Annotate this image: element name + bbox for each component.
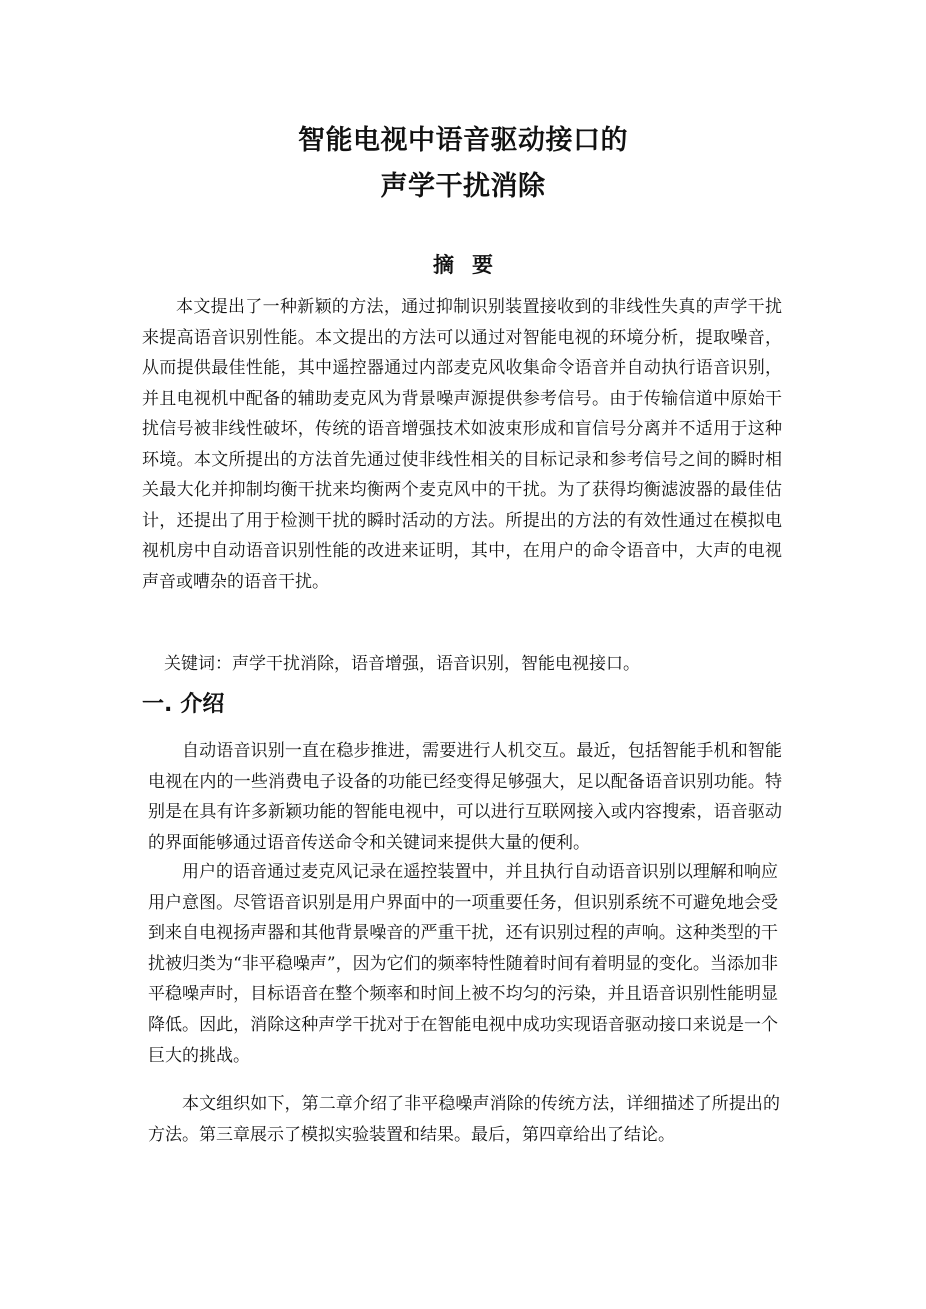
intro-paragraph-2: 用户的语音通过麦克风记录在遥控装置中，并且执行自动语音识别以理解和响应用户意图。尽管语音识别是用户界面中的一项重要任务，但识别系统不可避免地会受到来自电视扬声器和其他背景噪音的严重干扰，还有识别过程的声响。这种类型的干扰被归类为“非平稳噪声”，因为它们的频率特性随着时间有着明显的变化。当添加非平稳噪声时，目标语音在整个频率和时间上被不均匀的污染，并且语音识别性能明显降低。因此，消除这种声学干扰对于在智能电视中成功实现语音驱动接口来说是一个巨大的挑战。 xyxy=(148,862,778,1066)
intro-paragraph-3: 本文组织如下，第二章介绍了非平稳噪声消除的传统方法，详细描述了所提出的方法。第三章展示了模拟实验装置和结果。最后，第四章给出了结论。 xyxy=(148,1094,780,1145)
section-heading-introduction xyxy=(142,690,224,720)
section-title: 介绍 xyxy=(180,692,225,717)
keywords: 关键词：声学干扰消除，语音增强，语音识别，智能电视接口。 xyxy=(164,654,640,674)
abstract-body: 本文提出了一种新颖的方法，通过抑制识别装置接收到的非线性失真的声学干扰来提高语音识别性能。本文提出的方法可以通过对智能电视的环境分析，提取噪音，从而提供最佳性能，其中遥控器通过内部麦克风收集命令语音并自动执行语音识别，并且电视机中配备的辅助麦克风为背景噪声源提供参考信号。由于传输信道中原始干扰信号被非线性破坏，传统的语音增强技术如波束形成和盲信号分离并不适用于这种环境。本文所提出的方法首先通过使非线性相关的目标记录和参考信号之间的瞬时相关最大化并抑制均衡干扰来均衡两个麦克风中的干扰。为了获得均衡滤波器的最佳估计，还提出了用于检测干扰的瞬时活动的方法。所提出的方法的有效性通过在模拟电视机房中自动语音识别性能的改进来证明，其中，在用户的命令语音中，大声的电视声音或嘈杂的语音干扰。 xyxy=(142,297,782,592)
section-number: 一. xyxy=(142,692,173,717)
abstract-heading: 摘要 xyxy=(433,253,511,277)
paper-title-line-2: 声学干扰消除 xyxy=(380,171,546,202)
intro-paragraph-1: 自动语音识别一直在稳步推进，需要进行人机交互。最近，包括智能手机和智能电视在内的一些消费电子设备的功能已经变得足够强大，足以配备语音识别功能。特别是在具有许多新颖功能的智能电视中，可以进行互联网接入或内容搜索，语音驱动的界面能够通过语音传送命令和关键词来提供大量的便利。 xyxy=(148,741,782,853)
paper-title-line-1: 智能电视中语音驱动接口的 xyxy=(298,125,628,156)
paper-title xyxy=(0,118,926,210)
